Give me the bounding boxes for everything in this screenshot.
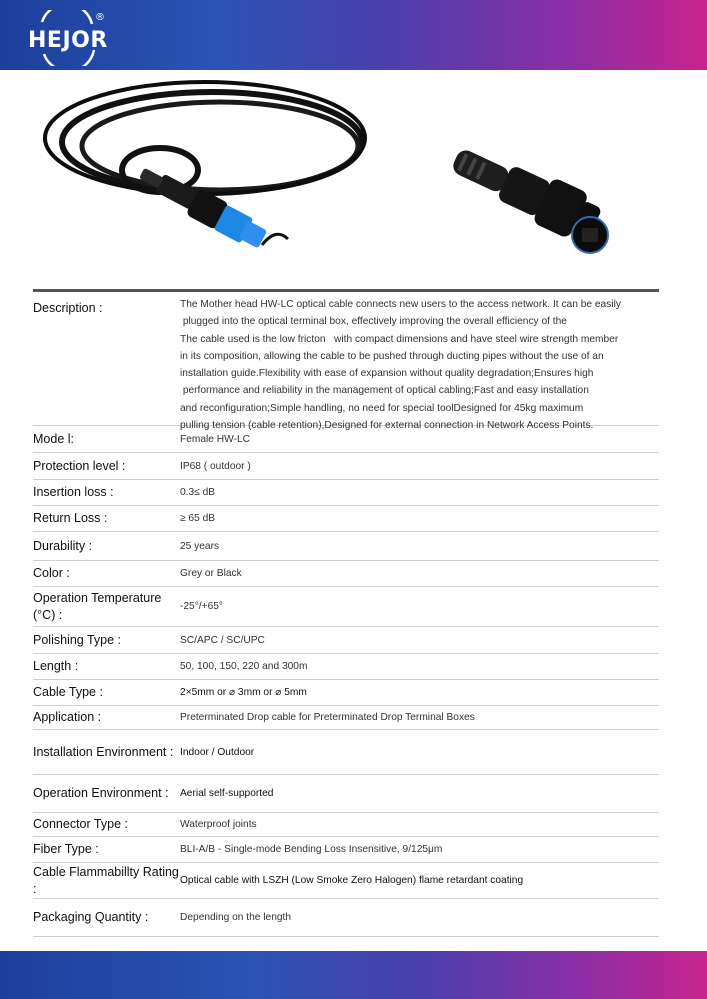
- description-line: The cable used is the low fricton with compact dimensions and have steel wire strength member: [180, 333, 619, 345]
- spec-label: Description :: [33, 301, 103, 315]
- spec-row: [33, 899, 659, 937]
- description-line: and reconfiguration;Simple handling, no need for special toolDesigned for 45kg maximum: [180, 402, 584, 414]
- header-band: [0, 0, 707, 70]
- spec-row: [33, 627, 659, 654]
- spec-label: Cable Flammabillty Rating :: [33, 864, 179, 896]
- spec-label: Fiber Type :: [33, 842, 99, 856]
- spec-row: [33, 532, 659, 561]
- description-text: [180, 292, 659, 434]
- spec-value: Waterproof joints: [180, 819, 257, 830]
- spec-label: Polishing Type :: [33, 632, 122, 647]
- spec-value: Depending on the length: [180, 912, 292, 923]
- footer-band: [0, 951, 707, 999]
- spec-label: Installation Environment :: [33, 744, 174, 759]
- spec-row: [33, 426, 659, 453]
- spec-label: Packaging Quantity :: [33, 910, 149, 924]
- spec-label: Operation Environment :: [33, 786, 169, 800]
- spec-row: [33, 506, 659, 532]
- spec-label: Color :: [33, 566, 70, 580]
- spec-value: Female HW-LC: [180, 433, 251, 445]
- spec-row: [33, 813, 659, 837]
- spec-row: [33, 587, 659, 627]
- spec-row: [33, 654, 659, 680]
- spec-label: Mode l:: [33, 431, 74, 446]
- spec-label: Protection level :: [33, 458, 126, 473]
- spec-label: Operation Temperature (°C) :: [33, 590, 162, 622]
- description-line: performance and reliability in the management of optical cabling;Fast and easy installation: [180, 385, 589, 397]
- logo-text: HEJOR: [28, 28, 108, 53]
- spec-label: Insertion loss :: [33, 485, 114, 499]
- description-line: pulling tension (cable retention),Designed for external connection in Network Access Points.: [180, 420, 594, 432]
- spec-row-description: [33, 292, 659, 432]
- spec-value: 50, 100, 150, 220 and 300m: [180, 661, 308, 672]
- spec-row: [33, 561, 659, 587]
- description-line: in its composition, allowing the cable to be pushed through ducting pipes without the use of an: [180, 350, 604, 362]
- spec-value: -25°/+65°: [180, 601, 223, 612]
- description-line: installation guide.Flexibility with ease of expansion without quality degradation;Ensures high: [180, 368, 594, 380]
- spec-row: [33, 863, 659, 899]
- brand-logo[interactable]: [22, 10, 114, 66]
- spec-label: Durability :: [33, 538, 93, 553]
- description-line: plugged into the optical terminal box, effectively improving the overall efficiency of the: [180, 316, 567, 328]
- spec-value: 25 years: [180, 540, 220, 552]
- description-line: The Mother head HW-LC optical cable connects new users to the access network. It can be easily: [180, 299, 621, 310]
- spec-value: Preterminated Drop cable for Preterminated Drop Terminal Boxes: [180, 712, 475, 723]
- spec-label: Cable Type :: [33, 685, 103, 699]
- spec-row: [33, 706, 659, 730]
- spec-label: Connector Type :: [33, 817, 128, 831]
- spec-row: [33, 480, 659, 506]
- registered-mark: ®: [95, 12, 105, 23]
- spec-value: 2×5mm or ⌀ 3mm or ⌀ 5mm: [180, 687, 307, 698]
- product-images: [0, 70, 707, 290]
- spec-value: IP68 ( outdoor ): [180, 460, 251, 472]
- black-connector-head-photo: [0, 70, 707, 290]
- spec-label: Application :: [33, 710, 102, 724]
- spec-value: SC/APC / SC/UPC: [180, 634, 265, 646]
- spec-row: [33, 730, 659, 775]
- spec-label: Length :: [33, 659, 79, 673]
- spec-value: Indoor / Outdoor: [180, 746, 255, 758]
- spec-value: Grey or Black: [180, 568, 242, 579]
- spec-value: Aerial self-supported: [180, 788, 274, 799]
- spec-label: Return Loss :: [33, 511, 108, 525]
- spec-row: [33, 680, 659, 706]
- spec-value: BLI-A/B - Single-mode Bending Loss Insensitive, 9/125μm: [180, 844, 443, 855]
- spec-row: [33, 837, 659, 863]
- spec-value: 0.3≤ dB: [180, 487, 216, 498]
- spec-value: Optical cable with LSZH (Low Smoke Zero Halogen) flame retardant coating: [180, 875, 524, 886]
- spec-row: [33, 453, 659, 480]
- spec-table: [33, 292, 659, 937]
- spec-value: ≥ 65 dB: [180, 513, 216, 524]
- spec-row: [33, 775, 659, 813]
